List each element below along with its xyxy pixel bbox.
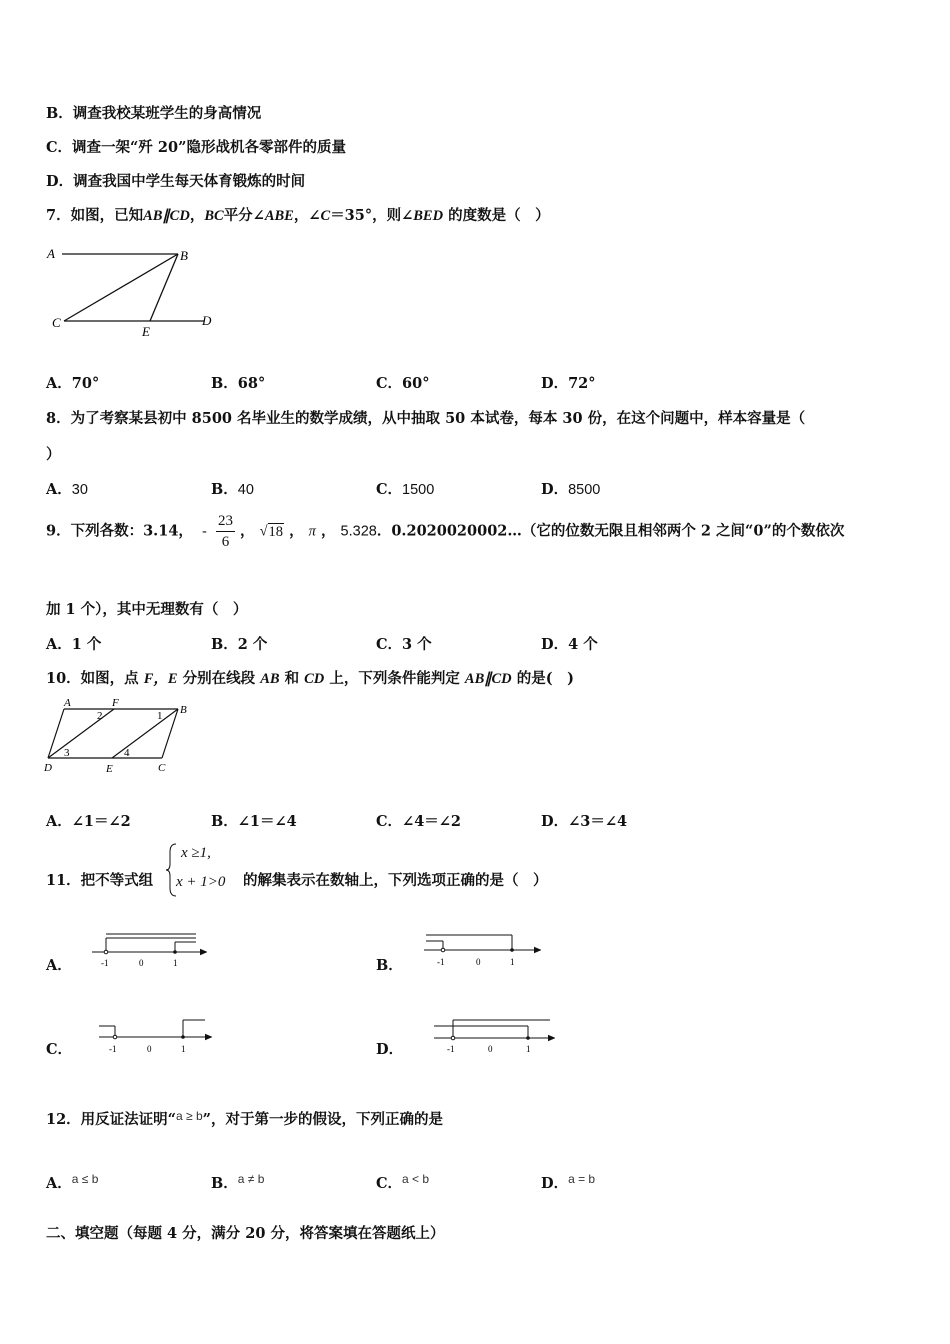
- q12-option-a: A．$^{a \le b}$: [46, 1172, 99, 1192]
- svg-text:1: 1: [510, 957, 515, 967]
- q8-stem-line1: 8．为了考察某县初中 8500 名毕业生的数学成绩，从中抽取 50 本试卷，每本 30 份，在这个问题中，样本容量是（: [46, 410, 806, 427]
- q7-option-c: C．60°: [376, 375, 430, 392]
- q8-option-a: A．30: [46, 481, 88, 498]
- q10-angle-2: 2: [97, 710, 103, 722]
- q7-line-be: [150, 254, 178, 321]
- q12-statement: a ≥ b: [176, 1109, 203, 1123]
- q7-option-d: D．72°: [541, 375, 596, 392]
- svg-text:-1: -1: [101, 958, 109, 968]
- q10-angle-3: 3: [64, 747, 70, 759]
- q8-option-b: B．40: [211, 481, 254, 498]
- q12-option-b: B．$^{a \ne b}$: [211, 1172, 265, 1192]
- svg-text:1: 1: [173, 958, 178, 968]
- q11-option-c-numberline: [95, 1015, 220, 1057]
- svg-text:0: 0: [488, 1044, 493, 1054]
- q10-line-ad: [48, 709, 64, 758]
- q10-line-be: [112, 709, 178, 758]
- q7-stem: 7．如图，已知AB∥CD，BC平分∠ABE，∠C＝35°，则∠BED 的度数是（ ）: [46, 207, 550, 224]
- q8-option-d: D．8500: [541, 481, 601, 498]
- q11-inequality-2: x + 1>0: [176, 874, 226, 890]
- svg-text:1: 1: [526, 1044, 531, 1054]
- q7-label-a: A: [47, 246, 55, 261]
- q11-option-a: A．: [46, 957, 72, 974]
- q10-label-f: F: [112, 697, 119, 709]
- q10-label-e: E: [106, 763, 113, 775]
- section-2-title: 二、填空题（每题 4 分，满分 20 分，将答案填在答题纸上）: [46, 1225, 445, 1242]
- q10-option-c: C．∠4＝∠2: [376, 813, 462, 830]
- q7-option-a: A．70°: [46, 375, 100, 392]
- q8-stem-line2: ）: [46, 446, 61, 463]
- q11-option-d-numberline: [430, 1012, 565, 1057]
- svg-text:1: 1: [181, 1044, 186, 1054]
- q10-option-a: A．∠1＝∠2: [46, 813, 131, 830]
- q7-label-d: D: [202, 313, 212, 328]
- svg-text:-1: -1: [437, 957, 445, 967]
- q9-stem: 9．下列各数：3.14， - $\frac{23}{6}$ ， √18 ， π ， 5.328．0.2020020002…（它的位数无限且相邻两个 2 之间“0”的个数依次: [46, 513, 845, 550]
- q9-sqrt: √18: [259, 523, 284, 540]
- q11-prefix: 11．把不等式组: [46, 872, 154, 889]
- q6-option-c: C．调查一架“歼 20”隐形战机各零部件的质量: [46, 139, 346, 156]
- q10-angle-4: 4: [124, 747, 130, 759]
- q9-fraction: $\frac{23}{6}$: [217, 513, 233, 550]
- q11-option-b-numberline: [420, 930, 550, 972]
- q10-figure: [42, 696, 202, 778]
- svg-text:-1: -1: [109, 1044, 117, 1054]
- q7-label-c: C: [52, 315, 61, 330]
- q10-label-c: C: [158, 762, 166, 774]
- q11-option-b: B．: [376, 957, 403, 974]
- q7-option-b: B．68°: [211, 375, 266, 392]
- q11-inequality-1: x ≥1,: [181, 845, 211, 861]
- q12-stem: 12．用反证法证明“$^{a \ge b}$”，对于第一步的假设，下列正确的是: [46, 1109, 443, 1128]
- q7-figure: [44, 243, 224, 338]
- q9-option-c: C．3 个: [376, 636, 432, 653]
- q10-label-a: A: [64, 697, 71, 709]
- q9-stem-line2: 加 1 个），其中无理数有（ ）: [46, 601, 248, 618]
- q10-label-d: D: [44, 762, 52, 774]
- q10-stem: 10．如图，点 F，E 分别在线段 AB 和 CD 上，下列条件能判定 AB∥CD 的是( ): [46, 670, 574, 687]
- svg-text:0: 0: [476, 957, 481, 967]
- q7-label-e: E: [142, 324, 150, 338]
- q10-label-b: B: [180, 704, 187, 716]
- q10-line-bc: [162, 709, 178, 758]
- q12-option-d: D．$^{a = b}$: [541, 1172, 596, 1192]
- q11-option-c: C．: [46, 1041, 73, 1058]
- svg-text:0: 0: [147, 1044, 152, 1054]
- q11-suffix: 的解集表示在数轴上，下列选项正确的是（ ）: [243, 872, 548, 889]
- q10-option-b: B．∠1＝∠4: [211, 813, 297, 830]
- q12-option-c: C．$^{a < b}$: [376, 1172, 430, 1192]
- q8-option-c: C．1500: [376, 481, 435, 498]
- q10-line-fd: [48, 709, 114, 758]
- q7-label-b: B: [180, 248, 188, 263]
- q10-angle-1: 1: [157, 710, 163, 722]
- q6-option-d: D．调查我国中学生每天体育锻炼的时间: [46, 173, 306, 190]
- q6-option-b: B．调查我校某班学生的身高情况: [46, 105, 262, 122]
- q11-option-a-numberline: [88, 930, 218, 972]
- svg-text:-1: -1: [447, 1044, 455, 1054]
- q9-option-d: D．4 个: [541, 636, 598, 653]
- svg-text:0: 0: [139, 958, 144, 968]
- q9-repeating-decimal: 5.328: [340, 523, 377, 540]
- q10-option-d: D．∠3＝∠4: [541, 813, 628, 830]
- q11-option-d: D．: [376, 1041, 404, 1058]
- q9-option-b: B．2 个: [211, 636, 268, 653]
- q9-option-a: A．1 个: [46, 636, 102, 653]
- q7-line-bc: [64, 254, 178, 321]
